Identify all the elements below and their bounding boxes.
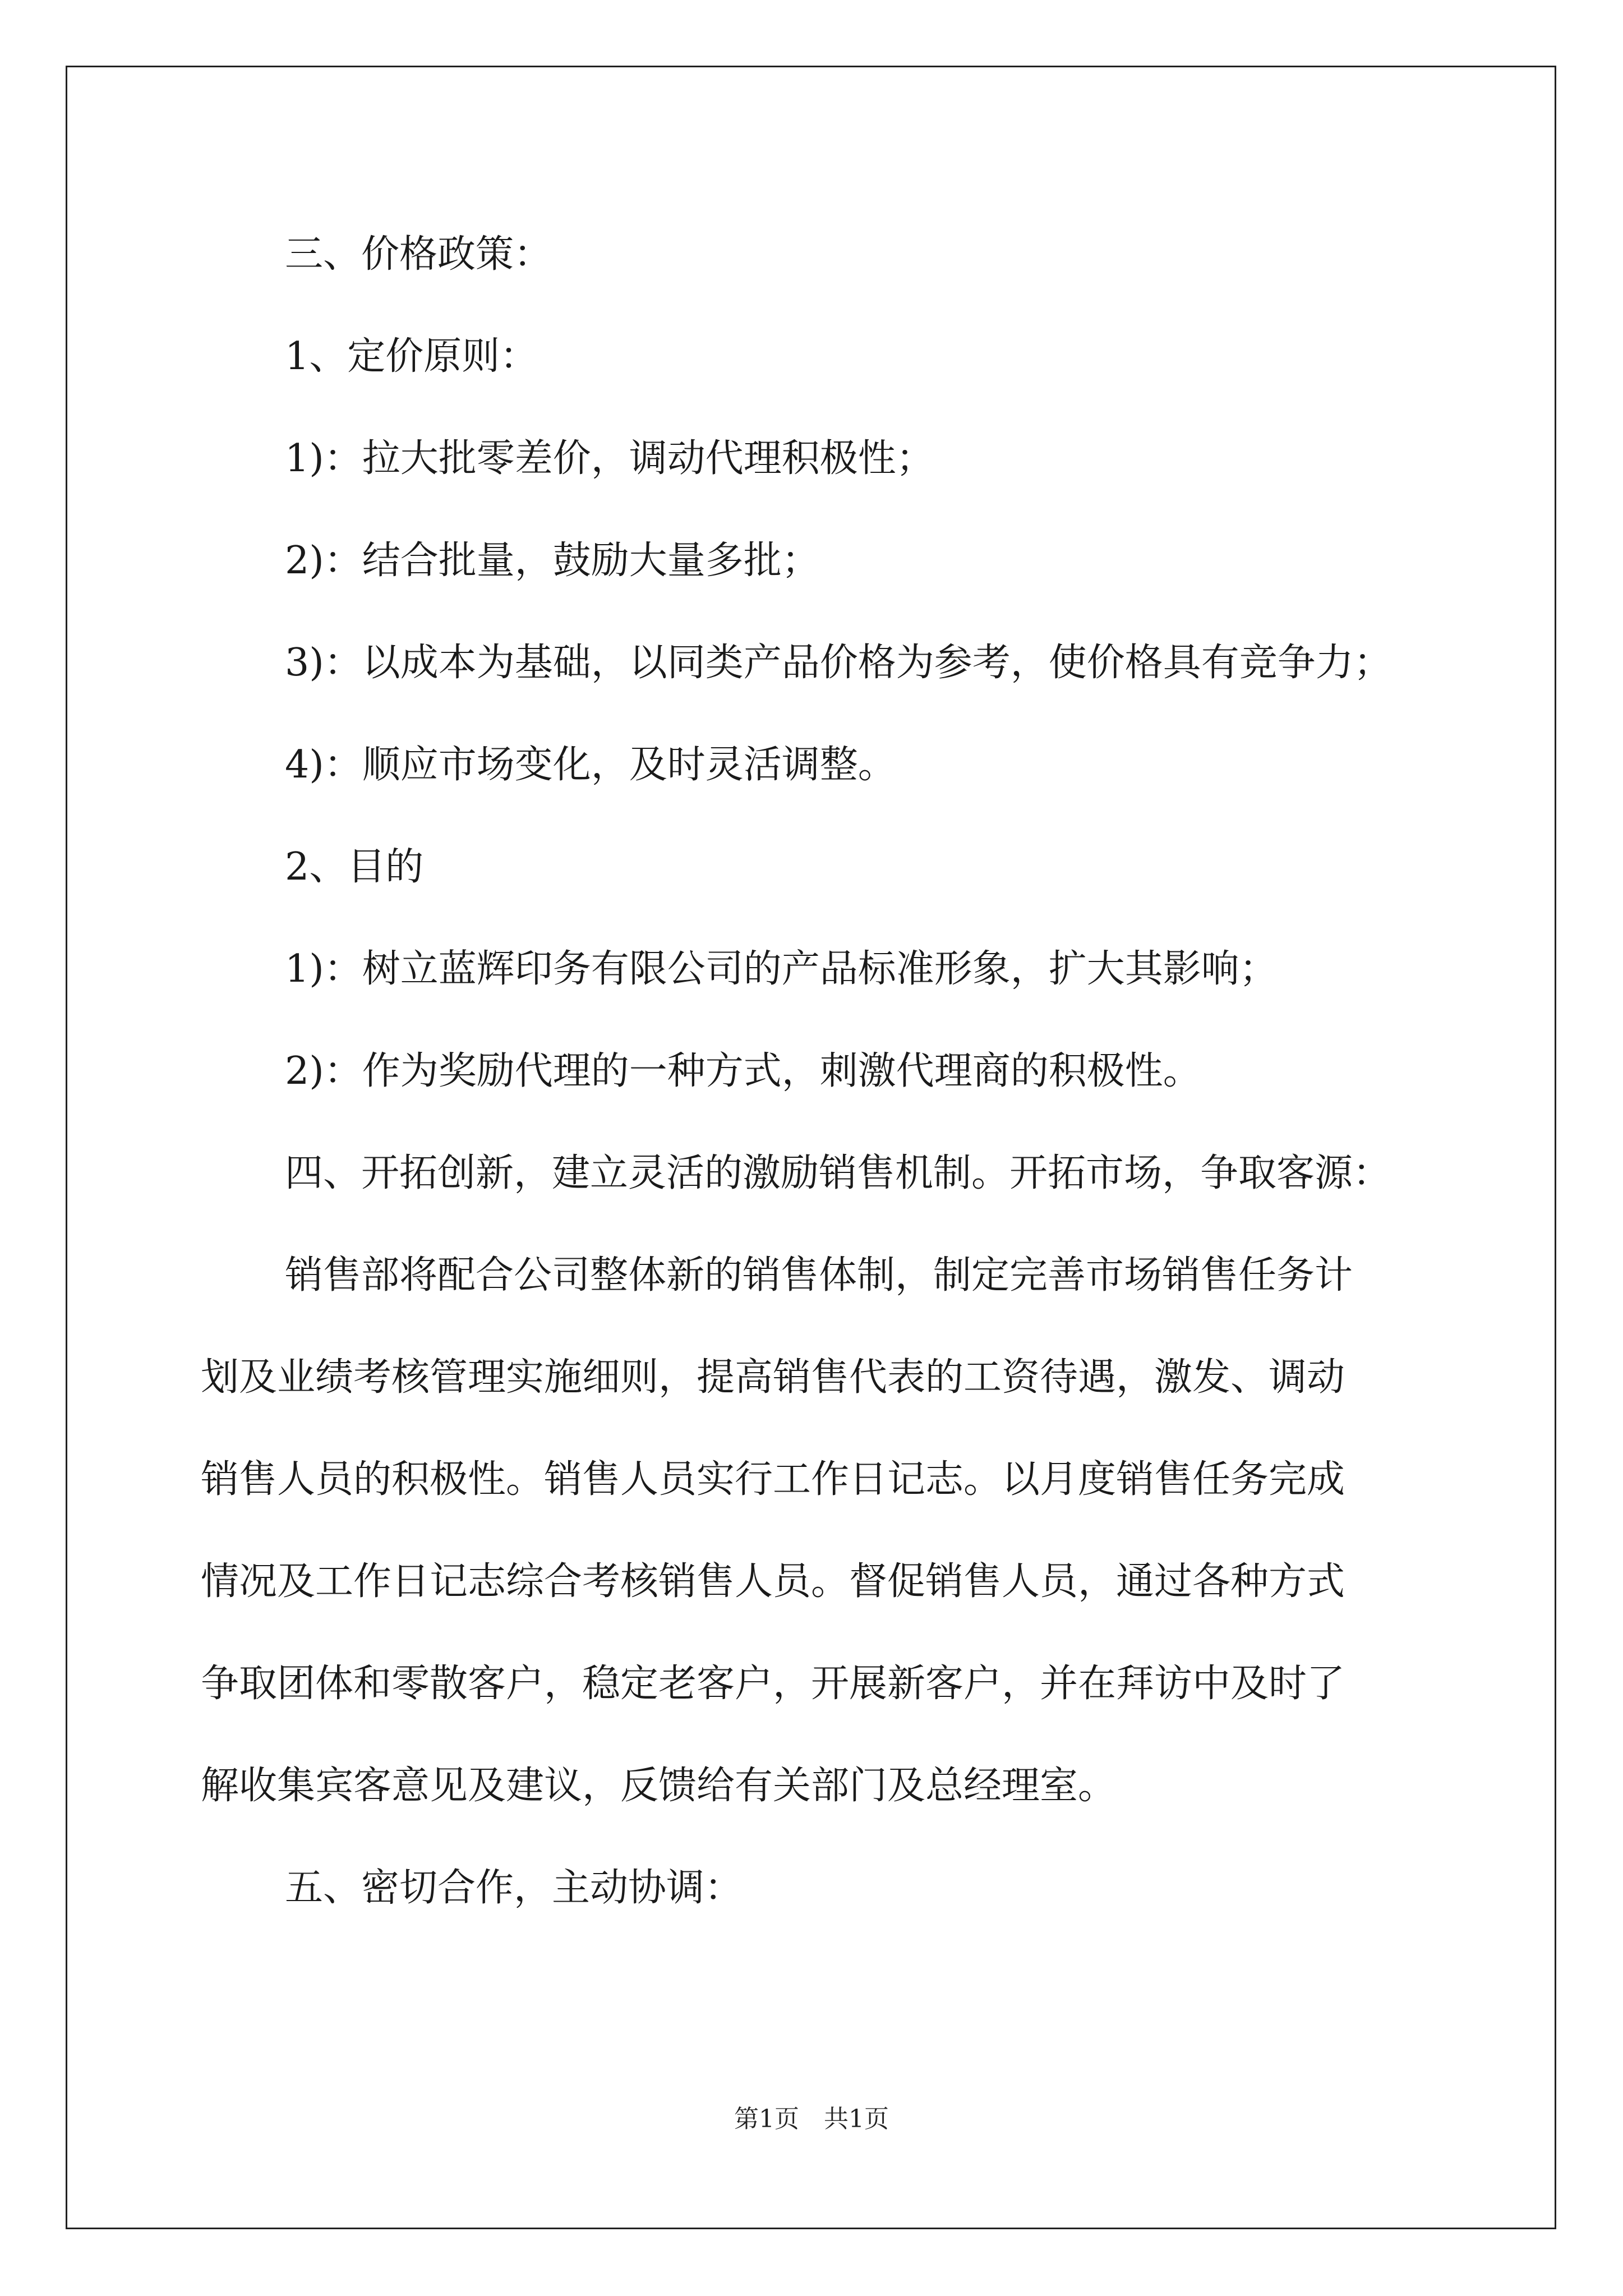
heading-innovation: 四、开拓创新，建立灵活的激励销售机制。开拓市场，争取客源： xyxy=(285,1151,1391,1195)
paragraph-line: 情况及工作日记志综合考核销售人员。督促销售人员，通过各种方式 xyxy=(201,1559,1345,1604)
page-number-footer: 第1页 共1页 xyxy=(734,2105,889,2133)
heading-price-policy: 三、价格政策： xyxy=(285,232,552,277)
paragraph-line: 解收集宾客意见及建议，反馈给有关部门及总经理室。 xyxy=(201,1764,1117,1808)
list-item: 3)：以成本为基础，以同类产品价格为参考，使价格具有竞争力； xyxy=(285,641,1392,685)
paragraph-line: 争取团体和零散客户，稳定老客户，开展新客户，并在拜访中及时了 xyxy=(201,1662,1345,1706)
paragraph-line: 销售人员的积极性。销售人员实行工作日记志。以月度销售任务完成 xyxy=(201,1457,1345,1502)
list-item: 1)：树立蓝辉印务有限公司的产品标准形象，扩大其影响； xyxy=(285,947,1278,991)
heading-cooperation: 五、密切合作，主动协调： xyxy=(285,1866,743,1910)
paragraph-line: 销售部将配合公司整体新的销售体制，制定完善市场销售任务计 xyxy=(285,1253,1353,1297)
list-item: 4)：顺应市场变化，及时灵活调整。 xyxy=(285,743,896,787)
paragraph-line: 划及业绩考核管理实施细则，提高销售代表的工资待遇，激发、调动 xyxy=(201,1355,1345,1400)
subheading-purpose: 2、目的 xyxy=(285,845,424,889)
subheading-pricing-principles: 1、定价原则： xyxy=(285,334,538,379)
list-item: 2)：作为奖励代理的一种方式，刺激代理商的积极性。 xyxy=(285,1049,1201,1093)
list-item: 1)：拉大批零差价，调动代理积极性； xyxy=(285,436,934,481)
list-item: 2)：结合批量，鼓励大量多批； xyxy=(285,539,820,583)
